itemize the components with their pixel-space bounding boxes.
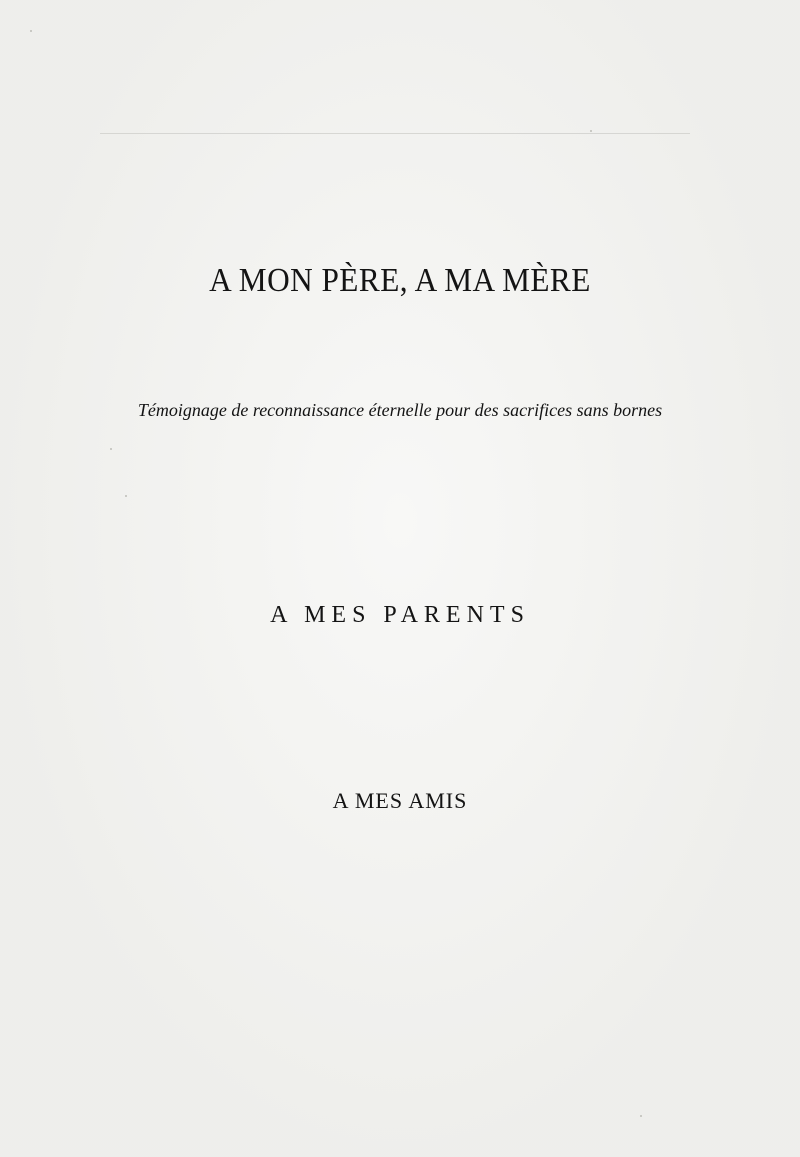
paper-speck (125, 495, 127, 497)
paper-speck (110, 448, 112, 450)
dedication-mother-father: A MON PÈRE, A MA MÈRE (209, 262, 591, 299)
dedication-tribute-line: Témoignage de reconnaissance éternelle pour des sacrifices sans bornes (137, 400, 663, 420)
dedication-parents: A MES PARENTS (270, 602, 530, 628)
show-through-rule (100, 133, 690, 134)
paper-speck (640, 1115, 642, 1117)
dedication-friends: A MES AMIS (332, 788, 468, 813)
paper-speck (30, 30, 32, 32)
paper-speck (590, 130, 592, 132)
